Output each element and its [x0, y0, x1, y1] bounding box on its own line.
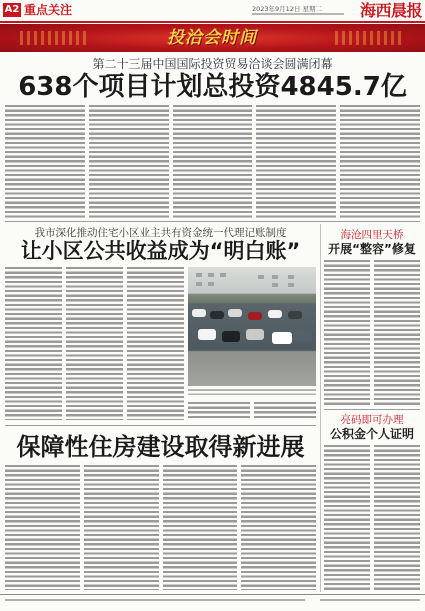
- second-article-headline: 让小区公共收益成为“明白账”: [20, 239, 301, 263]
- sidebar-item-1-body: [324, 260, 420, 405]
- masthead-logo: 海西晨报: [359, 1, 422, 20]
- car-shape: [246, 329, 264, 340]
- section-divider: [5, 425, 316, 426]
- section-name: 重点关注: [24, 3, 73, 17]
- text-column: [324, 445, 370, 590]
- editor-credit-line: [252, 13, 344, 15]
- car-shape: [294, 330, 312, 341]
- text-column: [5, 105, 85, 218]
- building-window: [272, 275, 278, 279]
- car-shape: [268, 310, 282, 318]
- footer-text-right: [320, 599, 420, 601]
- lead-article-kicker: 第二十三届中国国际投资贸易洽谈会圆满闭幕: [92, 57, 333, 71]
- banner-title: 投洽会时间: [167, 28, 257, 48]
- text-column: [340, 105, 420, 218]
- text-column: [324, 260, 370, 405]
- text-column: [127, 267, 184, 420]
- building-window: [258, 275, 264, 279]
- section-divider: [5, 221, 420, 222]
- text-column: [5, 465, 80, 590]
- car-shape: [222, 331, 240, 342]
- lead-article-body: [5, 105, 420, 218]
- header-rule: [0, 21, 425, 23]
- sidebar-item-1-headline: 开展“整容”修复: [328, 242, 416, 256]
- sidebar-divider: [320, 224, 321, 592]
- building-window: [196, 273, 202, 277]
- car-shape: [192, 309, 206, 317]
- text-column: [66, 267, 123, 420]
- photo-caption: [188, 389, 316, 398]
- text-column: [374, 445, 420, 590]
- building-window: [208, 273, 214, 277]
- section-code-badge: A2: [4, 4, 20, 15]
- footer-rule: [0, 594, 425, 595]
- lead-article-headline: 638个项目计划总投资4845.7亿: [18, 72, 407, 102]
- text-column: [256, 105, 336, 218]
- banner-decoration-left: [20, 31, 90, 45]
- banner-decoration-right: [335, 31, 405, 45]
- sidebar-item-divider: [324, 409, 420, 410]
- car-shape: [210, 311, 224, 319]
- sidebar-item-2-body: [324, 445, 420, 590]
- car-shape: [288, 311, 302, 319]
- sidebar-item-2-headline: 公积金个人证明: [329, 427, 414, 441]
- news-photo-parking-lot: [188, 267, 316, 386]
- issue-date: 2023年9月12日 星期二: [252, 5, 323, 13]
- text-column: [173, 105, 253, 218]
- text-column: [84, 465, 159, 590]
- second-article-body: [5, 267, 184, 420]
- building-window: [288, 283, 294, 287]
- text-column: [5, 267, 62, 420]
- third-article-headline: 保障性住房建设取得新进展: [16, 433, 305, 461]
- text-column: [374, 260, 420, 405]
- sidebar-item-1-kicker: 海沧四里天桥: [340, 229, 404, 241]
- second-article-kicker: 我市深化推动住宅小区业主共有资金统一代理记账制度: [34, 227, 287, 239]
- car-shape: [248, 312, 262, 320]
- text-column: [163, 465, 238, 590]
- building-window: [220, 273, 226, 277]
- text-column: [89, 105, 169, 218]
- text-column: [254, 402, 316, 420]
- footer-text-left: [5, 599, 305, 601]
- building-window: [272, 283, 278, 287]
- text-column: [241, 465, 316, 590]
- car-shape: [228, 309, 242, 317]
- third-article-body: [5, 465, 316, 590]
- second-article-body-continued: [188, 402, 316, 420]
- car-shape: [198, 329, 216, 340]
- text-column: [188, 402, 250, 420]
- building-window: [288, 275, 294, 279]
- building-window: [196, 282, 202, 286]
- building-window: [208, 282, 214, 286]
- sidebar-item-2-kicker: 亮码即可办理: [340, 414, 404, 426]
- car-shape: [272, 332, 292, 344]
